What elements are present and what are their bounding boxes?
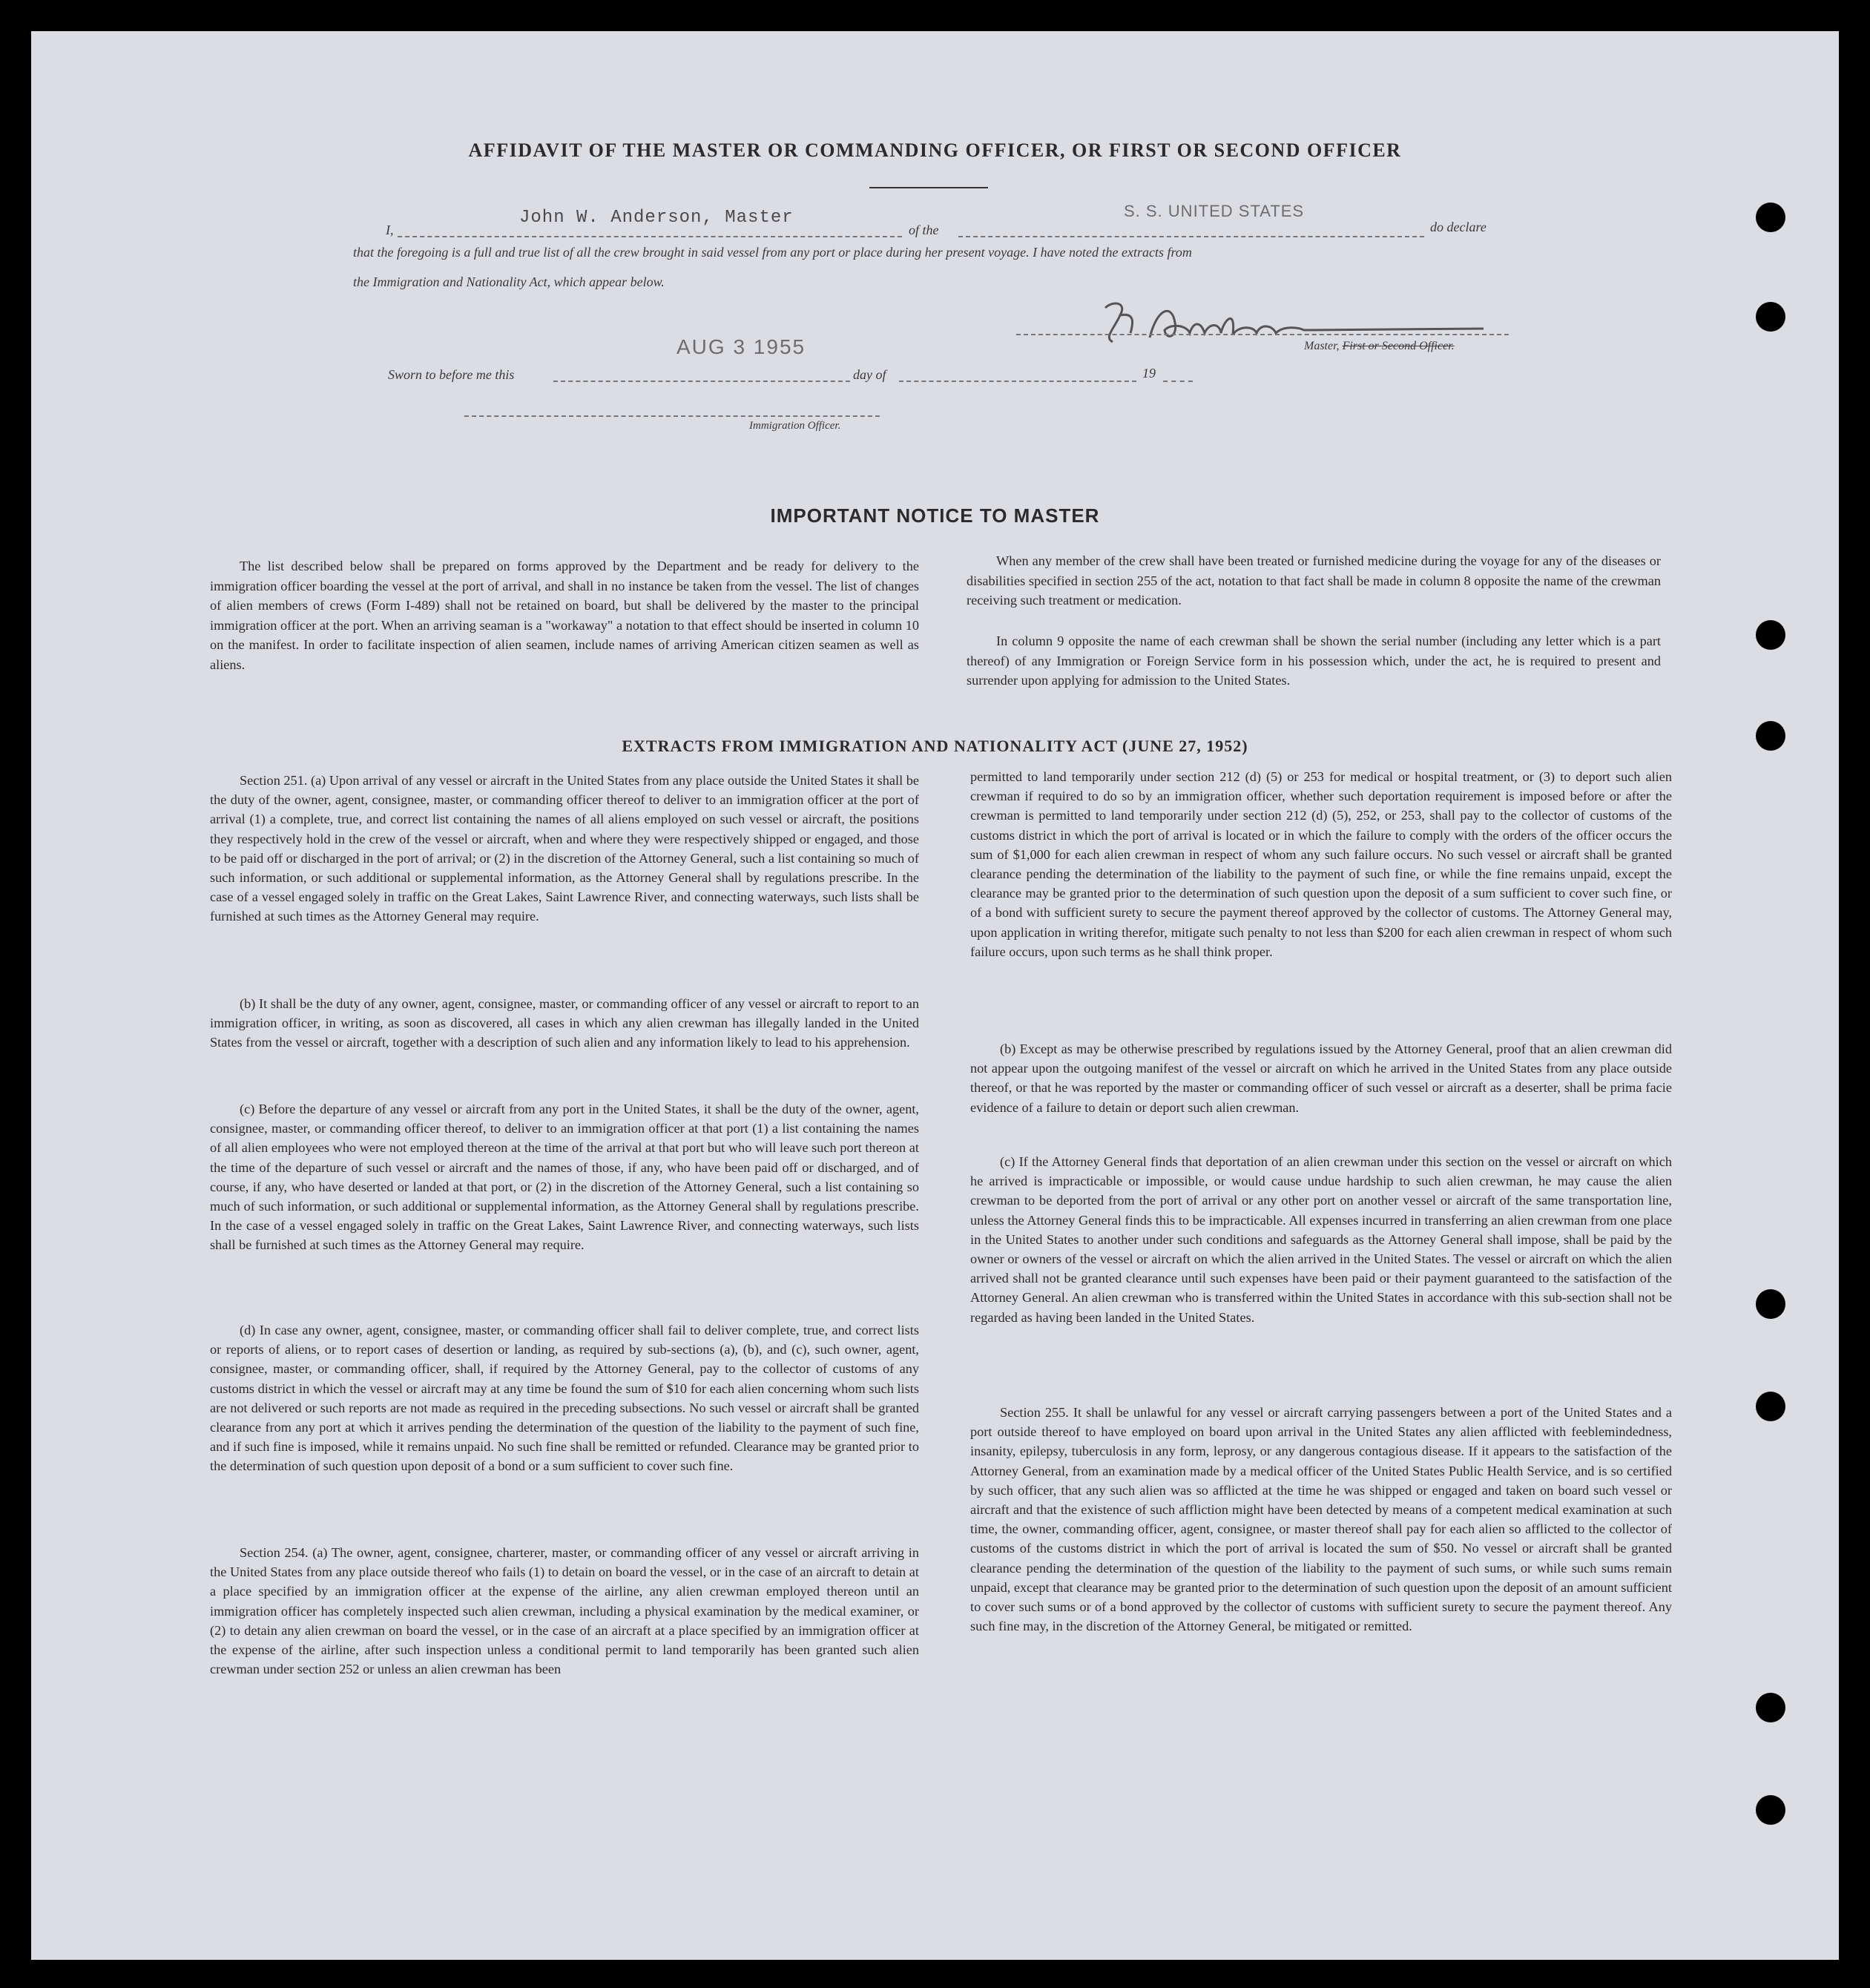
sworn-day-line — [553, 381, 850, 382]
do-declare-label: do declare — [1430, 220, 1487, 234]
officer-signature-line — [464, 415, 880, 417]
master-name-field[interactable]: John W. Anderson, Master — [519, 208, 794, 228]
binder-hole — [1756, 1289, 1785, 1319]
section-251d: (d) In case any owner, agent, consignee, master, or commanding officer shall fail to deliver complete, true, and correct lists or reports of aliens, or to report cases of desertion or landing, as required by sub-sections (a), (b), and (c), such owner, agent, consignee, master, or commanding officer, shall, if required by the Attorney General, pay to the collector of customs of any customs district in which the vessel or aircraft may at any time be found the sum of $10 for each alien concerning whom such lists are not delivered or such reports are not made as required in the preceding subsections. No such vessel or aircraft shall be granted clearance from any port at which it arrives pending the determination of the question of the liability to the payment of such fine, and if such fine is imposed, while it remains unpaid. No such fine shall be remitted or refunded. Clearance may be granted prior to the determination of such question upon deposit of a bond or a sum sufficient to cover such fine. — [210, 1323, 919, 1474]
name-line — [398, 236, 902, 237]
signature-line — [1016, 334, 1509, 335]
i-label: I, — [386, 223, 394, 237]
section-251c: (c) Before the departure of any vessel or aircraft from any port in the United States, it shall be the duty of the owner, agent, consignee, master, or commanding officer thereof, to deliver to an immigration officer at that port (1) a list containing the names of all alien employees who were not employed thereon at the time of the arrival at that port but who will leave such port thereon at the time of the departure of such vessel or aircraft and the names of those, if any, who have been paid off or discharged, and of course, if any, who have deserted or landed at that port, or (2) in the discretion of the Attorney General, such a list containing so much of such information, or such additional or supplemental information, as the Attorney General shall by regulations prescribe. In the case of a vessel engaged solely in traffic on the Great Lakes, Saint Lawrence River, and connecting waterways, such lists shall be furnished at such times as the Attorney General may require. — [210, 1102, 919, 1253]
declaration-line-1: that the foregoing is a full and true list of all the crew brought in said vessel from any port or place during her present voyage. I have noted the extracts from — [353, 245, 1192, 260]
year-line — [1163, 381, 1193, 382]
binder-hole — [1756, 302, 1785, 332]
section-254a-continued: permitted to land temporarily under section 212 (d) (5) or 253 for medical or hospital treatment, or (3) to deport such alien crewman if required to do so by an immigration officer, whether such deportation requirement is imposed before or after the crewman is permitted to land temporarily under section 212 (d) (5), 252, or 253, shall pay to the collector of customs of the customs district in which the port of arrival is located or in which the failure to comply with the orders of the officer occurs the sum of $1,000 for each alien crewman in respect of whom any such failure occurs. No such vessel or aircraft shall be granted clearance pending the determination of the liability to the payment of such fine, or while the fine remains unpaid, except the clearance may be granted prior to the determination of such question upon the deposit of a sum sufficient to cover such fine, or of a bond with sufficient surety to secure the payment thereof approved by the collector of customs. The Attorney General may, upon application in writing therefor, mitigate such penalty to not less than $200 for each alien crewman in respect of whom such failure occurs, upon such terms as he shall think proper. — [970, 769, 1672, 959]
notice-title: IMPORTANT NOTICE TO MASTER — [770, 504, 1100, 527]
binder-hole — [1756, 620, 1785, 650]
section-251a: Section 251. (a) Upon arrival of any vessel or aircraft in the United States from any place outside the United States it shall be the duty of the owner, agent, consignee, master, or commanding officer thereof to deliver to an immigration officer at the port of arrival (1) a complete, true, and correct list containing the names of all aliens employed on such vessel or aircraft, the positions they respectively hold in the crew of the vessel or aircraft, when and where they were respectively shipped or engaged, and those to be paid off or discharged in the port of arrival; or (2) in the discretion of the Attorney General, such a list containing so much of such information, or such additional or supplemental information, as the Attorney General shall by regulations prescribe. In the case of a vessel engaged solely in traffic on the Great Lakes, Saint Lawrence River, and connecting waterways, such lists shall be furnished at such times as the Attorney General may require. — [210, 773, 919, 924]
vessel-line — [958, 236, 1424, 237]
day-of-label: day of — [853, 367, 886, 382]
sworn-label: Sworn to before me this — [388, 367, 515, 382]
notice-right-paragraph-1: When any member of the crew shall have been treated or furnished medicine during the voyage for any of the diseases or disabilities specified in section 255 of the act, notation to that fact shall be made in column 8 opposite the name of the crewman receiving such treatment or medication. — [967, 553, 1661, 608]
date-stamp: AUG 3 1955 — [676, 335, 806, 358]
extracts-title: EXTRACTS FROM IMMIGRATION AND NATIONALITY ACT (JUNE 27, 1952) — [622, 737, 1248, 755]
declaration-line-2: the Immigration and Nationality Act, which appear below. — [353, 274, 665, 289]
immigration-officer-label: Immigration Officer. — [749, 420, 841, 432]
section-251b: (b) It shall be the duty of any owner, agent, consignee, master, or commanding officer of any vessel or aircraft to report to an immigration officer, in writing, as soon as discovered, all cases in which any alien crewman has illegally landed in the United States from the vessel or aircraft, together with a description of such alien and any information likely to lead to his apprehension. — [210, 996, 919, 1050]
section-255: Section 255. It shall be unlawful for any vessel or aircraft carrying passengers between a port of the United States and a port outside thereof to have employed on board upon arrival in the United States any alien afflicted with feeblemindedness, insanity, epilepsy, tuberculosis in any form, leprosy, or any dangerous contagious disease. If it appears to the satisfaction of the Attorney General, from an examination made by a medical officer of the United States Public Health Service, and is so certified by such officer, that any such alien was so afflicted at the time he was shipped or engaged and taken on board such vessel or aircraft and that the existence of such affliction might have been detected by means of a competent medical examination at such time, the owner, commanding officer, agent, consignee, or master thereof shall pay for each alien so afflicted to the collector of customs of the customs district in which the port of arrival is located the sum of $50. No vessel or aircraft shall be granted clearance pending the determination of the question of the liability to the payment of such sums, or while such sums remain unpaid, except that clearance may be granted prior to the determination of such question upon the deposit of an amount sufficient to cover such sums or of a bond approved by the collector of customs with sufficient surety to secure the payment thereof. Any such fine may, in the discretion of the Attorney General, be mitigated or remitted. — [970, 1405, 1672, 1634]
section-254b: (b) Except as may be otherwise prescribed by regulations issued by the Attorney General, proof that an alien crewman did not appear upon the outgoing manifest of the vessel or aircraft on which he arrived in the United States from any place outside thereof, or that he was reported by the master or commanding officer of such vessel or aircraft as a deserter, shall be prima facie evidence of a failure to detain or deport such alien crewman. — [970, 1041, 1672, 1115]
affidavit-title: AFFIDAVIT OF THE MASTER OR COMMANDING OFFICER, OR FIRST OR SECOND OFFICER — [468, 139, 1402, 161]
month-line — [899, 381, 1136, 382]
title-divider — [869, 187, 988, 188]
notice-left-paragraph: The list described below shall be prepared on forms approved by the Department and be ready for delivery to the immigration officer boarding the vessel at the port of arrival, and shall in no instance be taken from the vessel. The list of changes of alien members of crews (Form I-489) shall not be retained on board, but shall be delivered by the master to the principal immigration officer at the port. When an arriving seaman is a "workaway" a notation to that effect should be inserted in column 10 on the manifest. In order to facilitate inspection of alien seamen, include names of arriving American citizen seamen as well as aliens. — [210, 559, 919, 672]
vessel-name-field[interactable]: S. S. UNITED STATES — [1124, 202, 1305, 220]
binder-hole — [1756, 1693, 1785, 1722]
binder-hole — [1756, 203, 1785, 232]
signer-title — [1304, 340, 1455, 353]
notice-right-paragraph-2: In column 9 opposite the name of each crewman shall be shown the serial number (including any letter which is a part thereof) of any Immigration or Foreign Service form in his possession which, under the act, he is required to present and surrender upon applying for admission to the United States. — [967, 633, 1661, 688]
section-254a: Section 254. (a) The owner, agent, consignee, charterer, master, or commanding officer of any vessel or aircraft arriving in the United States from any place outside thereof who fails (1) to detain on board the vessel, or in the case of an aircraft to detain at a place specified by an immigration officer at the expense of the airline, any alien crewman employed thereon until an immigration officer has completely inspected such alien crewman, including a physical examination by the medical examiner, or (2) to detain any alien crewman on board the vessel, or in the case of an aircraft at a place specified by an immigration officer at the expense of the airline, after such inspection unless a conditional permit to land temporarily has been granted such alien crewman under section 252 or unless an alien crewman has been — [210, 1545, 919, 1677]
binder-hole — [1756, 1392, 1785, 1421]
of-the-label: of the — [909, 223, 939, 237]
binder-hole — [1756, 1795, 1785, 1825]
year-label: 19 — [1142, 366, 1156, 381]
section-254c: (c) If the Attorney General finds that deportation of an alien crewman under this section on the vessel or aircraft on which he arrived is impracticable or impossible, or would cause undue hardship to such alien crewman, he may cause the alien crewman to be deported from the port of arrival or any other port on another vessel or aircraft of the same transportation line, unless the Attorney General finds this to be impracticable. All expenses incurred in transferring an alien crewman from one place in the United States to another under such conditions and safeguards as the Attorney General shall impose, shall be paid by the owner or owners of the vessel or aircraft on which the alien arrived in the United States. The vessel or aircraft on which the alien arrived shall not be granted clearance until such expenses have been paid or their payment guaranteed to the satisfaction of the Attorney General. An alien crewman who is transferred within the United States in accordance with this sub-section shall not be regarded as having been landed in the United States. — [970, 1154, 1672, 1325]
struck-officer-title: First or Second Officer. — [1342, 340, 1455, 352]
master-title: Master, — [1304, 340, 1340, 352]
